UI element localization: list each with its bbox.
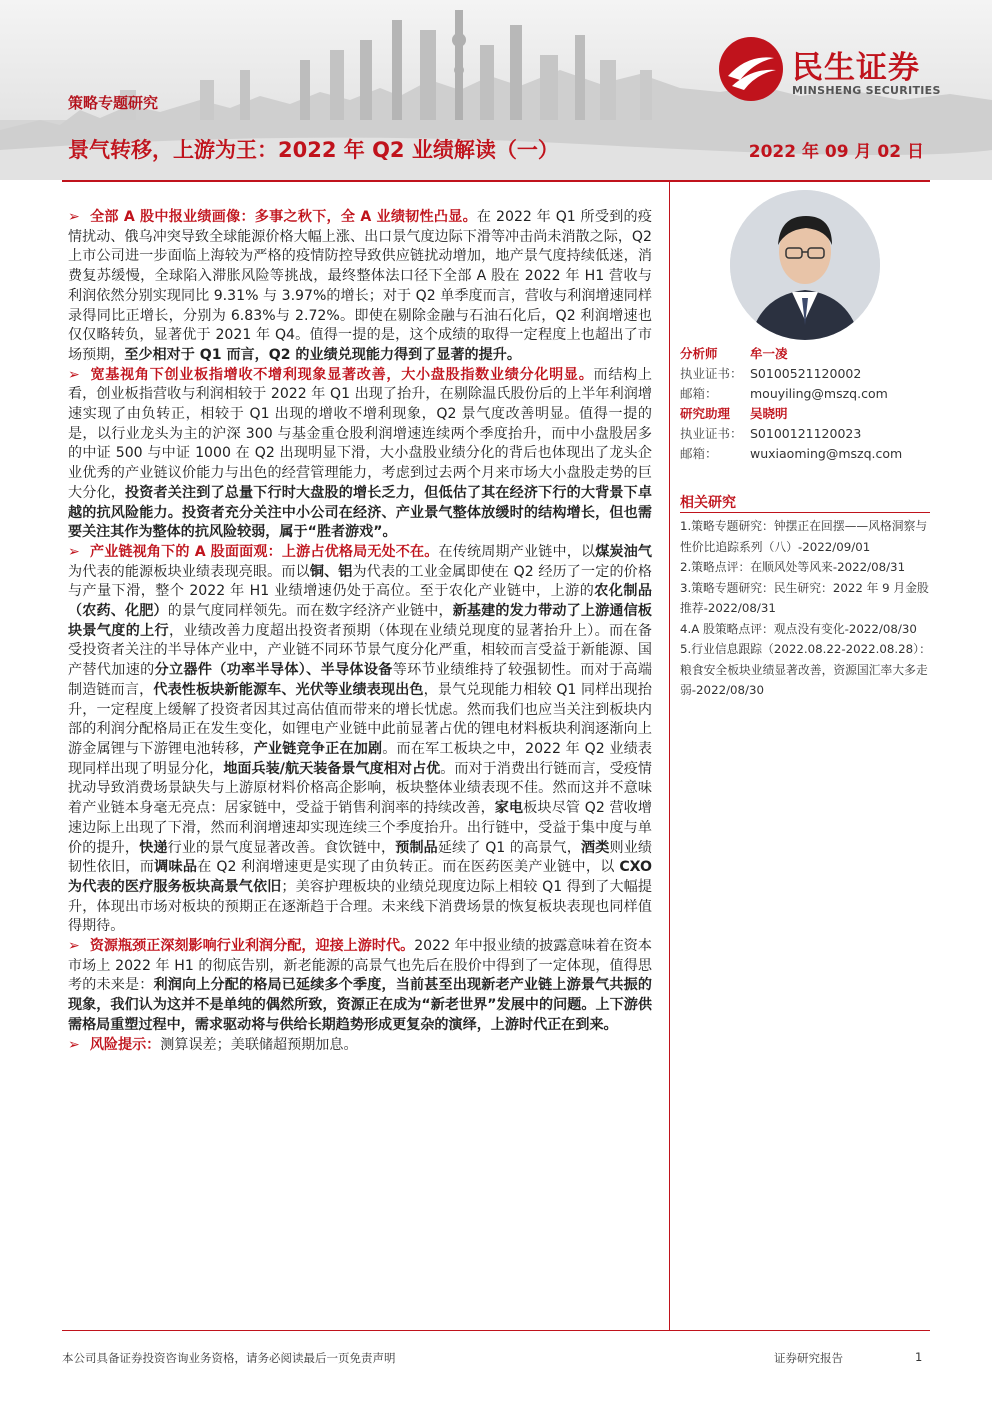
analyst-label: 分析师 xyxy=(680,346,718,361)
email-label: 邮箱： xyxy=(680,386,718,401)
paragraph-bold: 煤炭油气 xyxy=(595,543,653,560)
bullet-arrow-icon: ➢ xyxy=(68,209,80,225)
paragraph-bold: 地面兵装/航天装备景气度相对占优 xyxy=(223,760,441,777)
analyst-row xyxy=(680,344,788,362)
related-item[interactable]: 2.策略点评：在顺风处等风来-2022/08/31 xyxy=(680,560,906,574)
paragraph-text: 为代表的工业金属即使在 Q2 经历了一定的价格与产量下滑，整个 2022 年 H1 业绩增速仍处于高位。至于农化产业链中，上游的 xyxy=(68,563,653,600)
paragraph-heading: 产业链视角下的 A 股面面观：上游占优格局无处不在。 xyxy=(89,543,439,560)
related-item[interactable]: 1.策略专题研究：钟摆正在回摆——风格洞察与性价比追踪系列（八）-2022/09/01 xyxy=(680,519,928,554)
paragraph-bold: 家电 xyxy=(494,800,524,817)
assistant-email[interactable]: wuxiaoming@mszq.com xyxy=(750,446,903,461)
assistant-name: 吴晓明 xyxy=(750,406,788,421)
paragraph-text: 等环节业绩维持了较强韧性。而对于高端制造链而言， xyxy=(68,662,653,698)
paragraph-5 xyxy=(68,1036,652,1056)
company-logo xyxy=(718,36,968,106)
paragraph-bold: 分立器件（功率半导体）、半导体设备 xyxy=(154,662,393,679)
report-header xyxy=(0,0,992,180)
assistant-label: 研究助理 xyxy=(680,406,731,421)
logo-english-name: MINSHENG SECURITIES xyxy=(792,84,941,97)
paragraph-bold: 利润向上分配的格局已延续多个季度，当前甚至出现新老产业链上游景气共振的现象，我们认为这并不是单纯的偶然所致，资源正在成为“新老世界”发展中的问题。上下游供需格局重塑过程中，需求驱动将与供给长期趋势形成更复杂的演绎，上游时代正在到来。 xyxy=(68,977,653,1033)
footer-report-type: 证券研究报告 xyxy=(774,1351,843,1365)
paragraph-bold: 调味品 xyxy=(154,859,198,876)
analyst-name: 牟一凌 xyxy=(750,346,788,361)
paragraph-text: 在传统周期产业链中，以 xyxy=(438,543,596,560)
related-rule xyxy=(680,512,930,513)
bullet-arrow-icon: ➢ xyxy=(68,543,80,560)
analyst-portrait-icon xyxy=(730,190,880,340)
paragraph-text: 而结构上看，创业板指营收与利润相较于 2022 年 Q1 出现了抬升，在剔除温氏股份后的上半年利润增速实现了由负转正，相较于 Q1 出现的增收不增利现象，Q2 景气度改善明显。值得一提的是，以行业龙头为主的沪深 300 与基金重仓股利润增速连续两个季度抬升，而中小盘股居多的中证 500 与中证 1000 在 Q2 出现明显下滑，大小盘股业绩分化的背后也体现出了龙头企业优秀的产业链议价能力与出色的经营管理能力，考虑到过去两个月来市场大小盘股走势的巨大分化， xyxy=(68,366,653,501)
paragraph-text: 测算误差；美联储超预期加息。 xyxy=(160,1036,358,1053)
paragraph-bold: 新基建的发力带动了上游通信板块景气度的上行 xyxy=(68,603,652,639)
paragraph-bold: 代表性板块新能源车、光伏等业绩表现出色 xyxy=(153,681,424,698)
paragraph-bold: 投资者关注到了总量下行时大盘股的增长乏力，但低估了其在经济下行的大背景下卓越的抗风险能力。投资者充分关注中小公司在经济、产业景气整体放缓时的结构增长，但也需要关注其作为整体的抗风险较弱，属于“胜者游戏”。 xyxy=(68,484,653,541)
bullet-arrow-icon: ➢ xyxy=(68,938,80,955)
paragraph-heading: 全部 A 股中报业绩画像：多事之秋下，全 A 业绩韧性凸显。 xyxy=(89,209,477,225)
footer-rule xyxy=(62,1330,930,1331)
analyst-cert: S0100521120002 xyxy=(750,366,862,381)
paragraph-text: 2022 年中报业绩的披露意味着在资本市场上 2022 年 H1 的彻底告别，新老能源的高景气也先后在股价中得到了一定体现，值得思考的未来是： xyxy=(68,938,652,994)
paragraph-1 xyxy=(68,208,652,366)
paragraph-bold: 快递 xyxy=(139,839,168,856)
paragraph-bold: 酒类 xyxy=(581,839,610,856)
paragraph-2 xyxy=(68,366,652,543)
paragraph-bold: 预制品 xyxy=(395,839,438,856)
related-research-list xyxy=(680,516,932,701)
paragraph-text: ，景气兑现能力相较 Q1 同样出现抬升，一定程度上缓解了投资者因其过高估值而带来的增长忧虑。然而我们也应当关注到板块内部的利润分配格局正在发生变化，如锂电产业链中此前显著占优的锂电材料板块利润逐渐向上游金属锂与下游锂电池转移， xyxy=(68,681,652,757)
paragraph-heading: 风险提示： xyxy=(89,1036,161,1053)
assistant-row xyxy=(680,404,788,422)
bullet-arrow-icon: ➢ xyxy=(68,366,80,383)
analyst-cert-row xyxy=(680,364,861,382)
report-category: 策略专题研究 xyxy=(68,94,159,112)
footer-disclaimer: 本公司具备证券投资咨询业务资格，请务必阅读最后一页免责声明 xyxy=(62,1351,396,1365)
analyst-email[interactable]: mouyiling@mszq.com xyxy=(750,386,888,401)
bullet-arrow-icon: ➢ xyxy=(68,1036,80,1053)
paragraph-3 xyxy=(68,543,652,937)
related-research-heading: 相关研究 xyxy=(680,495,736,511)
paragraph-text: 行业的景气度显著改善。食饮链中， xyxy=(167,839,396,856)
paragraph-bold: 农化制品（农药、化肥） xyxy=(68,583,652,620)
paragraph-bold: 铜、铝 xyxy=(309,563,353,580)
paragraph-text: 在 2022 年 Q1 所受到的疫情扰动、俄乌冲突导致全球能源价格大幅上涨、出口景气度边际下滑等冲击尚未消散之际，Q2 上市公司进一步面临上海较为严格的疫情防控导致供应链扰动增加，地产景气度持续低迷，消费复苏缓慢，全球陷入滞胀风险等挑战，最终整体法口径下全部 A 股在 2022 年 H1 营收与利润依然分别实现同比 9.31% 与 3.97%的增长；对于 Q2 单季度而言，营收与利润增速同样录得同比正增长，分别为 6.83%与 2.72%。即使在剔除金融与石油石化后，Q2 利润增速也仅仅略转负，显著优于 2021 年 Q4。值得一提的是，这个成绩的取得一定程度上也超出了市场预期， xyxy=(68,209,652,363)
paragraph-text: 则业绩韧性依旧，而 xyxy=(68,839,653,876)
related-item[interactable]: 3.策略专题研究：民生研究：2022 年 9 月金股推荐-2022/08/31 xyxy=(680,580,929,615)
email-label: 邮箱： xyxy=(680,446,718,461)
related-item[interactable]: 5.行业信息跟踪（2022.08.22-2022.08.28）：粮食安全板块业绩显著改善，资源国汇率大多走弱-2022/08/30 xyxy=(680,642,931,697)
paragraph-text: 。而对于消费出行链而言，受疫情扰动导致消费场景缺失与上游原材料价格高企影响，板块整体业绩表现不佳。然而这并不意味着产业链本身毫无亮点：居家链中，受益于销售利润率的持续改善， xyxy=(68,760,653,817)
paragraph-text: 在 Q2 利润增速更是实现了由负转正。而在医药医美产业链中，以 xyxy=(197,859,620,876)
assistant-email-row xyxy=(680,444,902,462)
paragraph-text: ；美容护理板块的业绩兑现度边际上相较 Q1 得到了大幅提升，体现出市场对板块的预期正在逐渐趋于合理。未来线下消费场景的恢复板块表现也同样值得期待。 xyxy=(68,878,652,935)
report-date: 2022 年 09 月 02 日 xyxy=(748,142,924,162)
report-title: 景气转移，上游为王：2022 年 Q2 业绩解读（一） xyxy=(68,138,559,162)
analyst-email-row xyxy=(680,384,888,402)
column-divider xyxy=(669,182,670,1330)
page-number: 1 xyxy=(915,1350,923,1364)
paragraph-text: 。而在军工板块之中，2022 年 Q2 业绩表现同样出现了明显分化， xyxy=(68,740,652,777)
cert-label: 执业证书： xyxy=(680,366,743,381)
paragraph-text: ，业绩改善力度超出投资者预期（体现在业绩兑现度的显著抬升上）。而在备受投资者关注的半导体产业中，产业链不同环节景气度分化严重，相较而言受益于新能源、国产替代加速的 xyxy=(68,622,652,679)
header-rule xyxy=(62,180,930,182)
paragraph-4 xyxy=(68,937,652,1036)
paragraph-bold: 产业链竞争正在加剧 xyxy=(253,740,383,757)
paragraph-heading: 宽基视角下创业板指增收不增利现象显著改善，大小盘股指数业绩分化明显。 xyxy=(89,366,594,383)
paragraph-heading: 资源瓶颈正深刻影响行业利润分配，迎接上游时代。 xyxy=(89,938,415,955)
analyst-photo xyxy=(730,190,880,340)
paragraph-text: 的景气度同样领先。而在数字经济产业链中， xyxy=(167,603,453,620)
paragraph-text: 为代表的能源板块业绩表现亮眼。而以 xyxy=(68,563,310,580)
cert-label: 执业证书： xyxy=(680,426,743,441)
related-item[interactable]: 4.A 股策略点评：观点没有变化-2022/08/30 xyxy=(680,621,917,636)
logo-chinese-name: 民生证券 xyxy=(792,50,920,86)
paragraph-bold: 至少相对于 Q1 而言，Q2 的业绩兑现能力得到了显著的提升。 xyxy=(124,346,521,363)
assistant-cert: S0100121120023 xyxy=(750,426,862,441)
summary-body xyxy=(68,208,652,1055)
assistant-cert-row xyxy=(680,424,861,442)
paragraph-text: 板块尽管 Q2 营收增速边际上出现了下滑，然而利润增速却实现连续三个季度抬升。出行链中，受益于集中度与单价的提升， xyxy=(68,800,652,856)
paragraph-bold: CXO 为代表的医疗服务板块高景气依旧 xyxy=(68,859,653,895)
paragraph-text: 延续了 Q1 的高景气， xyxy=(437,839,582,856)
minsheng-logo-icon xyxy=(718,36,784,102)
